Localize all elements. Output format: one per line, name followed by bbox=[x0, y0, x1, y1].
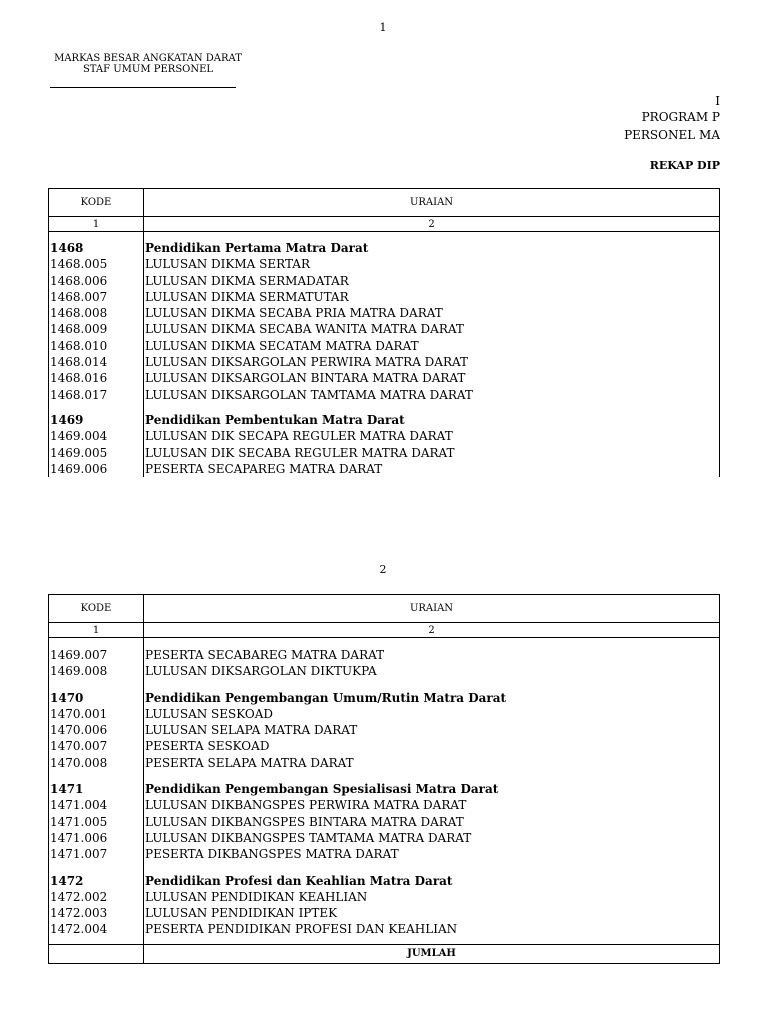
col-number-1: 1 bbox=[49, 623, 144, 638]
group-heading-row bbox=[49, 240, 720, 256]
uraian-cell: Pendidikan Pengembangan Spesialisasi Matra Darat bbox=[144, 781, 720, 797]
rekap-title: REKAP DIP bbox=[649, 159, 720, 172]
jumlah-label: JUMLAH bbox=[144, 944, 720, 963]
rekap-table-page-2 bbox=[48, 594, 720, 964]
kode-cell: 1468.008 bbox=[49, 305, 144, 321]
kode-cell: 1468.016 bbox=[49, 370, 144, 386]
group-heading-row bbox=[49, 873, 720, 889]
kode-cell: 1468.007 bbox=[49, 289, 144, 305]
uraian-cell: LULUSAN DIKMA SECABA PRIA MATRA DARAT bbox=[144, 305, 720, 321]
table-row bbox=[49, 706, 720, 722]
table-row bbox=[49, 256, 720, 272]
kode-cell: 1468.006 bbox=[49, 273, 144, 289]
uraian-cell: LULUSAN PENDIDIKAN KEAHLIAN bbox=[144, 889, 720, 905]
table-row bbox=[49, 370, 720, 386]
kode-cell: 1472.002 bbox=[49, 889, 144, 905]
kode-cell: 1469 bbox=[49, 412, 144, 428]
kode-cell: 1470.001 bbox=[49, 706, 144, 722]
group-heading-row bbox=[49, 690, 720, 706]
table-row bbox=[49, 387, 720, 403]
org-line-1: MARKAS BESAR ANGKATAN DARAT bbox=[54, 53, 242, 64]
table-row bbox=[49, 830, 720, 846]
group-heading-row bbox=[49, 781, 720, 797]
uraian-cell: PESERTA SESKOAD bbox=[144, 738, 720, 754]
kode-cell: 1468.009 bbox=[49, 321, 144, 337]
uraian-cell: LULUSAN DIKSARGOLAN TAMTAMA MATRA DARAT bbox=[144, 387, 720, 403]
kode-cell: 1472 bbox=[49, 873, 144, 889]
table-row bbox=[49, 846, 720, 862]
table-row bbox=[49, 354, 720, 370]
kode-cell: 1472.004 bbox=[49, 921, 144, 937]
kode-cell: 1470.006 bbox=[49, 722, 144, 738]
kode-cell: 1471.007 bbox=[49, 846, 144, 862]
header-underline bbox=[50, 87, 236, 88]
kode-cell: 1471.005 bbox=[49, 814, 144, 830]
table-row bbox=[49, 321, 720, 337]
group-heading-row bbox=[49, 412, 720, 428]
table-row bbox=[49, 445, 720, 461]
table-row bbox=[49, 905, 720, 921]
uraian-cell: Pendidikan Pengembangan Umum/Rutin Matra Darat bbox=[144, 690, 720, 706]
uraian-cell: LULUSAN DIKMA SERMATUTAR bbox=[144, 289, 720, 305]
right-header-line-1: I bbox=[715, 94, 720, 108]
spacer-row bbox=[49, 638, 720, 648]
jumlah-kode-cell bbox=[49, 944, 144, 963]
uraian-cell: PESERTA SELAPA MATRA DARAT bbox=[144, 755, 720, 771]
table-row bbox=[49, 461, 720, 477]
kode-cell: 1469.007 bbox=[49, 647, 144, 663]
uraian-cell: Pendidikan Pembentukan Matra Darat bbox=[144, 412, 720, 428]
kode-cell: 1468.005 bbox=[49, 256, 144, 272]
spacer-row bbox=[49, 771, 720, 781]
uraian-cell: PESERTA SECABAREG MATRA DARAT bbox=[144, 647, 720, 663]
rekap-table-page-1 bbox=[48, 188, 720, 477]
uraian-cell: PESERTA SECAPAREG MATRA DARAT bbox=[144, 461, 720, 477]
table-row bbox=[49, 921, 720, 937]
kode-cell: 1470.007 bbox=[49, 738, 144, 754]
spacer-row bbox=[49, 680, 720, 690]
table-row bbox=[49, 289, 720, 305]
uraian-cell: LULUSAN DIKSARGOLAN DIKTUKPA bbox=[144, 663, 720, 679]
col-header-kode: KODE bbox=[49, 595, 144, 623]
right-header-line-3: PERSONEL MA bbox=[624, 128, 720, 142]
kode-cell: 1472.003 bbox=[49, 905, 144, 921]
col-number-1: 1 bbox=[49, 217, 144, 232]
org-line-2: STAF UMUM PERSONEL bbox=[82, 64, 214, 75]
uraian-cell: LULUSAN SELAPA MATRA DARAT bbox=[144, 722, 720, 738]
kode-cell: 1471 bbox=[49, 781, 144, 797]
col-header-uraian: URAIAN bbox=[144, 595, 720, 623]
table-row bbox=[49, 797, 720, 813]
table-row bbox=[49, 814, 720, 830]
table-row bbox=[49, 755, 720, 771]
table-row bbox=[49, 305, 720, 321]
table-row bbox=[49, 428, 720, 444]
col-header-kode: KODE bbox=[49, 189, 144, 217]
page-number: 1 bbox=[379, 21, 387, 34]
kode-cell: 1471.004 bbox=[49, 797, 144, 813]
col-number-2: 2 bbox=[144, 623, 720, 638]
kode-cell: 1471.006 bbox=[49, 830, 144, 846]
kode-cell: 1469.005 bbox=[49, 445, 144, 461]
uraian-cell: LULUSAN DIK SECABA REGULER MATRA DARAT bbox=[144, 445, 720, 461]
uraian-cell: LULUSAN DIKMA SECATAM MATRA DARAT bbox=[144, 338, 720, 354]
uraian-cell: LULUSAN DIKMA SERTAR bbox=[144, 256, 720, 272]
table-row bbox=[49, 889, 720, 905]
kode-cell: 1469.004 bbox=[49, 428, 144, 444]
kode-cell: 1468.017 bbox=[49, 387, 144, 403]
col-header-uraian: URAIAN bbox=[144, 189, 720, 217]
uraian-cell: Pendidikan Pertama Matra Darat bbox=[144, 240, 720, 256]
uraian-cell: LULUSAN DIK SECAPA REGULER MATRA DARAT bbox=[144, 428, 720, 444]
kode-cell: 1469.008 bbox=[49, 663, 144, 679]
uraian-cell: LULUSAN DIKBANGSPES PERWIRA MATRA DARAT bbox=[144, 797, 720, 813]
uraian-cell: LULUSAN DIKBANGSPES TAMTAMA MATRA DARAT bbox=[144, 830, 720, 846]
kode-cell: 1468.014 bbox=[49, 354, 144, 370]
uraian-cell: LULUSAN DIKSARGOLAN BINTARA MATRA DARAT bbox=[144, 370, 720, 386]
uraian-cell: LULUSAN DIKBANGSPES BINTARA MATRA DARAT bbox=[144, 814, 720, 830]
table-row bbox=[49, 338, 720, 354]
spacer-row bbox=[49, 403, 720, 412]
uraian-cell: LULUSAN DIKSARGOLAN PERWIRA MATRA DARAT bbox=[144, 354, 720, 370]
spacer-row bbox=[49, 863, 720, 873]
col-number-2: 2 bbox=[144, 217, 720, 232]
spacer-row bbox=[49, 232, 720, 241]
table-row bbox=[49, 663, 720, 679]
uraian-cell: LULUSAN DIKMA SERMADATAR bbox=[144, 273, 720, 289]
table-row bbox=[49, 738, 720, 754]
kode-cell: 1470.008 bbox=[49, 755, 144, 771]
page-number: 2 bbox=[379, 563, 387, 576]
table-row bbox=[49, 273, 720, 289]
uraian-cell: LULUSAN DIKMA SECABA WANITA MATRA DARAT bbox=[144, 321, 720, 337]
uraian-cell: PESERTA DIKBANGSPES MATRA DARAT bbox=[144, 846, 720, 862]
kode-cell: 1468.010 bbox=[49, 338, 144, 354]
uraian-cell: LULUSAN SESKOAD bbox=[144, 706, 720, 722]
kode-cell: 1469.006 bbox=[49, 461, 144, 477]
table-row bbox=[49, 722, 720, 738]
uraian-cell: Pendidikan Profesi dan Keahlian Matra Darat bbox=[144, 873, 720, 889]
kode-cell: 1470 bbox=[49, 690, 144, 706]
kode-cell: 1468 bbox=[49, 240, 144, 256]
right-header-line-2: PROGRAM P bbox=[641, 110, 720, 124]
table-row bbox=[49, 647, 720, 663]
uraian-cell: PESERTA PENDIDIKAN PROFESI DAN KEAHLIAN bbox=[144, 921, 720, 937]
org-header bbox=[50, 53, 246, 75]
uraian-cell: LULUSAN PENDIDIKAN IPTEK bbox=[144, 905, 720, 921]
